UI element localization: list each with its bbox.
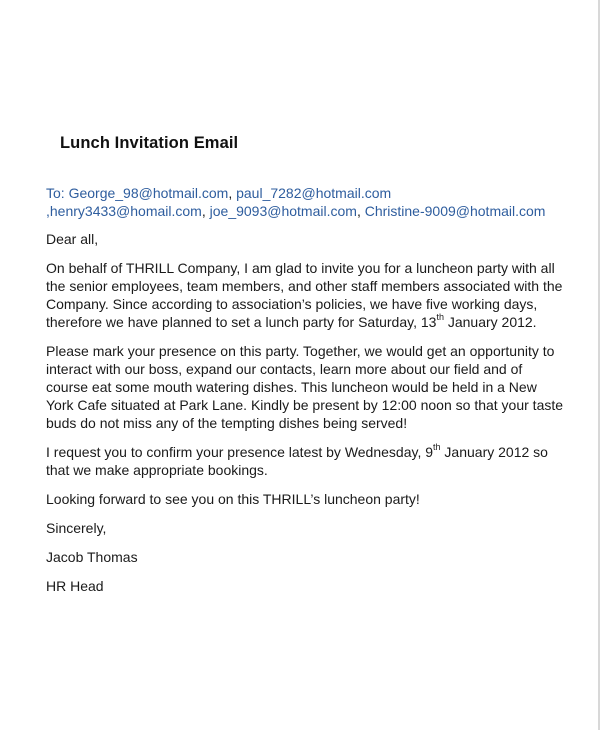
recipient-block <box>46 184 566 220</box>
to-label: To: <box>46 185 69 201</box>
sender-title: HR Head <box>46 578 104 594</box>
text-line: York Cafe situated at Park Lane. Kindly be present by 12:00 noon so that your taste <box>46 397 564 413</box>
text-line: Company. Since according to association’s policies, we have five working days, <box>46 296 538 312</box>
ordinal-suffix: th <box>433 442 441 453</box>
paragraph-closing-remark: Looking forward to see you on this THRILL’s luncheon party! <box>46 491 420 507</box>
text-line: Please mark your presence on this party. Together, we would get an opportunity to <box>46 343 555 359</box>
closing: Sincerely, <box>46 520 107 536</box>
recipient-line-1: To: George_98@hotmail.com, paul_7282@hotmail.com <box>46 185 392 201</box>
greeting: Dear all, <box>46 231 99 247</box>
text-line: buds do not miss any of the tempting dishes being served! <box>46 415 408 431</box>
text-line: course eat some mouth watering dishes. This luncheon would be held in a New <box>46 379 537 395</box>
text-line: interact with our boss, expand our contacts, learn more about our field and of <box>46 361 523 377</box>
ordinal-suffix: th <box>436 312 444 323</box>
recipient-email[interactable]: joe_9093@hotmail.com <box>209 203 357 219</box>
text-line-with-date <box>46 313 566 331</box>
text-line-with-date <box>46 443 566 461</box>
paragraph-invitation <box>46 259 566 331</box>
paragraph-confirmation <box>46 443 566 479</box>
text-fragment: January 2012. <box>443 314 537 330</box>
text-fragment: therefore we have planned to set a lunch party for Saturday, 13 <box>46 314 437 330</box>
recipient-email[interactable]: henry3433@homail.com <box>49 203 202 219</box>
sender-name: Jacob Thomas <box>46 549 138 565</box>
text-fragment: January 2012 so <box>440 444 548 460</box>
email-body <box>46 184 566 595</box>
recipient-line-2: ,henry3433@homail.com, joe_9093@hotmail.com, Christine-9009@hotmail.com <box>46 203 546 219</box>
recipient-email[interactable]: paul_7282@hotmail.com <box>236 185 392 201</box>
text-line: that we make appropriate bookings. <box>46 462 268 478</box>
recipient-email[interactable]: George_98@hotmail.com <box>68 185 229 201</box>
text-line: the senior employees, team members, and other staff members associated with the <box>46 278 563 294</box>
text-line: On behalf of THRILL Company, I am glad to invite you for a luncheon party with all <box>46 260 555 276</box>
text-fragment: I request you to confirm your presence latest by Wednesday, 9 <box>46 444 434 460</box>
paragraph-details <box>46 342 566 432</box>
document-title: Lunch Invitation Email <box>60 134 239 152</box>
recipient-email[interactable]: Christine-9009@hotmail.com <box>364 203 546 219</box>
